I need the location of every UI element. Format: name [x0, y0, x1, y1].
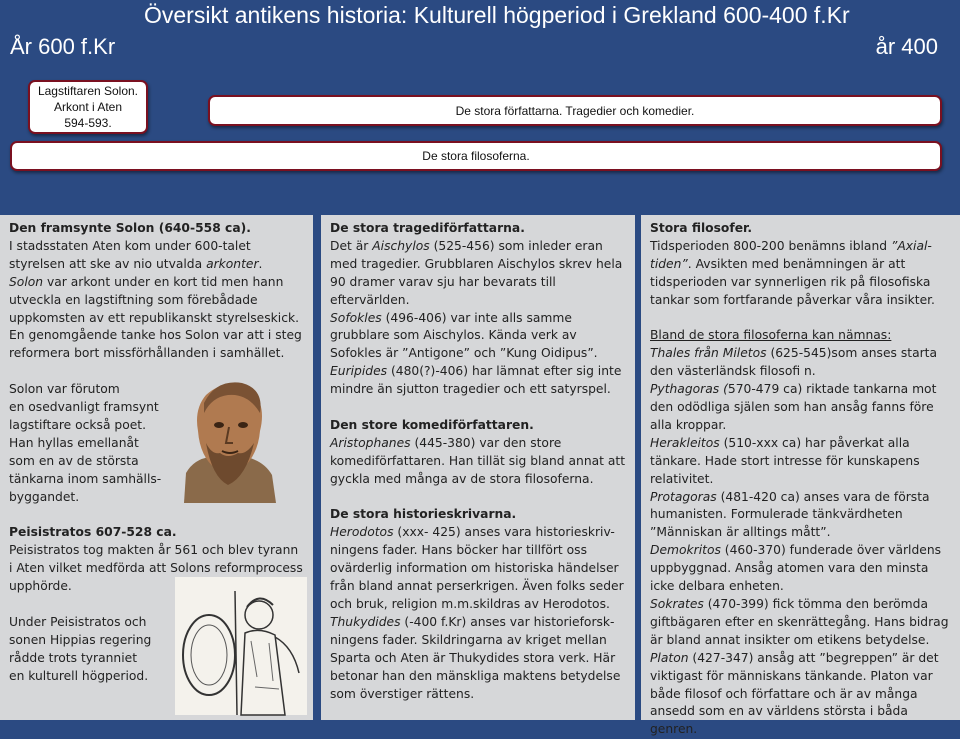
timeline-end-label: år 400	[875, 34, 938, 59]
herodotos-paragraph: Herodotos (xxx- 425) anses vara historieskriv-ningens fader. Hans böcker har tillfört oss ovärderlig information om historiska händelser från bland annat perserkrigen. Även folks seder och bruk, religion m.m.skildras av Herodotos.	[330, 525, 624, 611]
timeline-box-solon	[28, 80, 148, 134]
solon-poet-line: en osedvanligt framsynt	[9, 400, 159, 415]
solon-paragraph: En genomgående tanke hos Solon var att i steg reformera bort missförhållanden i samhället.	[9, 328, 302, 361]
platon-paragraph: Platon (427-347) ansåg att ”begreppen” är det viktigast för människans tänkande. Platon var både filosof och författare och är av många ansedd som en av världens största i båda genren.	[650, 650, 939, 737]
solon-poet-line: Han hyllas emellanåt	[9, 435, 139, 450]
thukydides-paragraph: Thukydides (-400 f.Kr) anses var historieforsk-ningens fader. Skildringarna av kriget mellan Sparta och Aten är Thukydides stora verk. Här betonar han den mänskliga maktens betydelse som överstiger rättens.	[330, 614, 621, 701]
solon-poet-line: Solon var förutom	[9, 382, 120, 397]
solon-poet-line: byggandet.	[9, 489, 80, 504]
sokrates-paragraph: Sokrates (470-399) fick tömma den berömda giftbägaren efter en skenrättegång. Hans bidrag är bland annat insikter om etikens betydelse.	[650, 597, 949, 647]
authors-panel	[321, 215, 635, 720]
solon-box-line: Arkont i Aten	[53, 100, 123, 114]
peisistratos-line: sonen Hippias regering	[9, 632, 152, 647]
solon-portrait-image	[176, 373, 281, 503]
slide-title: Översikt antikens historia: Kulturell högperiod i Grekland 600-400 f.Kr	[144, 2, 850, 28]
solon-poet-line: tänkarna inom samhälls-	[9, 471, 162, 486]
historians-heading: De stora historieskrivarna.	[330, 507, 517, 522]
peisistratos-line: en kulturell högperiod.	[9, 668, 149, 683]
philosophers-list-heading: Bland de stora filosoferna kan nämnas:	[650, 328, 892, 343]
solon-box-line: Lagstiftaren Solon.	[37, 84, 139, 98]
timeline-box-philosophers: De stora filosoferna.	[10, 141, 942, 171]
solon-poet-line: lagstiftare också poet.	[9, 417, 147, 432]
solon-paragraph: I stadsstaten Aten kom under 600-talet styrelsen att ske av nio utvalda arkonter.	[9, 238, 263, 271]
solon-panel	[0, 215, 313, 720]
comedy-heading: Den store komediförfattaren.	[330, 417, 534, 432]
aristophanes-paragraph: Aristophanes (445-380) var den store komediförfattaren. Han tillät sig bland annat att gyckla med många av de stora filosoferna.	[330, 435, 626, 486]
timeline-start-label: År 600 f.Kr	[10, 34, 116, 59]
axial-age-paragraph: Tidsperioden 800-200 benämns ibland ”Axial-tiden”. Avsikten med benämningen är att tidsperioden var synnerligen rik på filosofiska tankar som fortfarande påverkar våra insikter.	[650, 238, 935, 307]
pythagoras-paragraph: Pythagoras (570-479 ca) riktade tankarna mot den odödliga själen som han ansåg fanns före alla kroppar.	[650, 382, 937, 432]
solon-heading: Den framsynte Solon (640-558 ca).	[9, 221, 251, 235]
peisistratos-line: Under Peisistratos och	[9, 614, 147, 629]
aischylos-paragraph: Det är Aischylos (525-456) som inleder eran med tragedier. Grubblaren Aischylos skrev hela 90 dramer varav sju har bevarats till eftervärlden.	[330, 238, 623, 307]
peisistratos-heading: Peisistratos 607-528 ca.	[9, 525, 177, 540]
solon-poet-line: som en av de största	[9, 453, 139, 468]
herakleitos-paragraph: Herakleitos (510-xxx ca) har påverkat alla tänkare. Hade stort intresse för kunskapens relativitet.	[650, 435, 920, 486]
sofokles-paragraph: Sofokles (496-406) var inte alls samme grubblare som Aischylos. Kända verk av Sofokles är ”Antigone” och ”Kung Oidipus”.	[330, 310, 598, 361]
timeline-box-authors: De stora författarna. Tragedier och komedier.	[208, 95, 942, 126]
solon-box-line: 594-593.	[64, 116, 112, 130]
peisistratos-sketch-image	[175, 577, 307, 715]
tragedy-heading: De stora tragediförfattarna.	[330, 221, 525, 235]
euripides-paragraph: Euripides (480(?)-406) har lämnat efter sig inte mindre än sjutton tragedier och ett satyrspel.	[330, 364, 622, 397]
demokritos-paragraph: Demokritos (460-370) funderade över världens uppbyggnad. Ansåg atomen vara den minsta icke delbara enheten.	[650, 543, 942, 594]
protagoras-paragraph: Protagoras (481-420 ca) anses vara de första humanisten. Formulerade tänkvärdheten ”Människan är alltings mått”.	[650, 489, 930, 540]
thales-paragraph: Thales från Miletos (625-545)som anses starta den västerländsk filosofi n.	[650, 346, 938, 379]
philosophers-panel	[641, 215, 960, 737]
peisistratos-paragraph: Peisistratos tog makten år 561 och blev tyrann i Aten vilket medförda att Solons reformprocess upphörde.	[9, 543, 303, 594]
solon-paragraph: Solon var arkont under en kort tid men hann utveckla en lagstiftning som förebådade uppkomsten av ett republikanskt styrelseskick.	[9, 274, 299, 325]
peisistratos-line: rådde trots tyranniet	[9, 650, 138, 665]
philosophers-heading: Stora filosofer.	[650, 221, 753, 235]
